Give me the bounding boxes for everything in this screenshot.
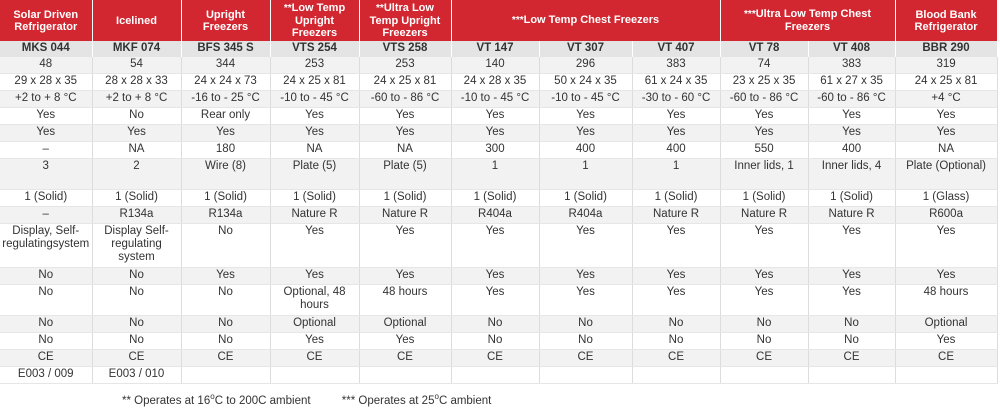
table-cell: 344	[181, 57, 270, 74]
table-cell: Nature R	[808, 207, 895, 224]
table-cell: 1	[539, 159, 632, 190]
table-row	[0, 350, 997, 367]
table-cell: -10 to - 45 °C	[539, 91, 632, 108]
category-label: Ultra Low Temp Upright Freezers	[369, 2, 441, 39]
table-cell: CE	[92, 350, 181, 367]
table-cell: CE	[632, 350, 720, 367]
table-cell: Yes	[451, 285, 539, 316]
table-cell: No	[720, 333, 808, 350]
table-row	[0, 333, 997, 350]
category-label: Ultra Low Temp Chest Freezers	[755, 8, 872, 33]
footnote-chest: *** Operates at 25$^o$C ambient	[341, 392, 492, 407]
table-cell: Yes	[895, 333, 997, 350]
table-cell: No	[808, 316, 895, 333]
table-cell: Yes	[539, 125, 632, 142]
table-cell: 400	[539, 142, 632, 159]
table-row	[0, 159, 997, 190]
table-cell: No	[0, 268, 92, 285]
category-star: **	[283, 3, 292, 14]
table-cell: 24 x 25 x 81	[359, 74, 451, 91]
table-cell: -16 to - 25 °C	[181, 91, 270, 108]
table-cell: Yes	[359, 268, 451, 285]
table-cell: 50 x 24 x 35	[539, 74, 632, 91]
table-cell: -10 to - 45 °C	[270, 91, 359, 108]
table-cell: Inner lids, 1	[720, 159, 808, 190]
table-cell: Display, Self-regulatingsystem	[0, 224, 92, 268]
table-cell: Yes	[895, 125, 997, 142]
table-cell: Yes	[270, 108, 359, 125]
category-star: ***	[511, 15, 524, 26]
table-cell: 400	[808, 142, 895, 159]
table-cell: Nature R	[270, 207, 359, 224]
table-cell: Yes	[539, 285, 632, 316]
table-cell: Yes	[359, 125, 451, 142]
model-name: VT 147	[451, 41, 539, 57]
category-header-row	[0, 0, 997, 41]
table-cell: 74	[720, 57, 808, 74]
table-cell	[359, 367, 451, 384]
table-cell: Yes	[451, 268, 539, 285]
table-cell: R404a	[539, 207, 632, 224]
model-name: MKF 074	[92, 41, 181, 57]
table-cell: 400	[632, 142, 720, 159]
table-cell: Yes	[0, 108, 92, 125]
table-cell: CE	[451, 350, 539, 367]
category-star: **	[376, 3, 384, 14]
table-row	[0, 74, 997, 91]
table-cell: Yes	[720, 108, 808, 125]
table-cell: 383	[632, 57, 720, 74]
table-cell: Yes	[632, 125, 720, 142]
table-cell: 24 x 24 x 73	[181, 74, 270, 91]
table-cell: Yes	[92, 125, 181, 142]
table-cell: Yes	[181, 125, 270, 142]
table-row	[0, 190, 997, 207]
table-cell: CE	[359, 350, 451, 367]
table-cell: 1	[632, 159, 720, 190]
table-row	[0, 367, 997, 384]
table-cell: No	[0, 285, 92, 316]
table-cell: -10 to - 45 °C	[451, 91, 539, 108]
table-cell: E003 / 009	[0, 367, 92, 384]
table-cell: Yes	[895, 268, 997, 285]
table-cell: R404a	[451, 207, 539, 224]
table-row	[0, 142, 997, 159]
table-cell: 28 x 28 x 33	[92, 74, 181, 91]
table-cell	[451, 367, 539, 384]
table-cell: Yes	[720, 268, 808, 285]
model-name: BFS 345 S	[181, 41, 270, 57]
table-cell: 24 x 28 x 35	[451, 74, 539, 91]
table-cell: 1 (Solid)	[270, 190, 359, 207]
category-label: Blood Bank Refrigerator	[914, 8, 978, 33]
category-header-1	[92, 0, 181, 41]
table-cell: 383	[808, 57, 895, 74]
footnote-low-temp: ** Operates at 16$^o$C to 200C ambient	[122, 392, 311, 407]
category-label: Solar Driven Refrigerator	[13, 8, 79, 33]
table-cell	[181, 367, 270, 384]
table-cell: Inner lids, 4	[808, 159, 895, 190]
table-cell: Yes	[539, 268, 632, 285]
table-cell: Plate (5)	[359, 159, 451, 190]
table-cell: Yes	[895, 224, 997, 268]
table-cell: Optional	[270, 316, 359, 333]
table-cell: CE	[895, 350, 997, 367]
table-cell: 29 x 28 x 35	[0, 74, 92, 91]
category-label: Low Temp Upright Freezers	[291, 2, 346, 39]
category-header-0	[0, 0, 92, 41]
table-cell: Optional, 48 hours	[270, 285, 359, 316]
table-cell	[895, 367, 997, 384]
table-cell: No	[181, 333, 270, 350]
table-cell: Plate (5)	[270, 159, 359, 190]
table-cell: Yes	[808, 285, 895, 316]
table-cell: No	[632, 333, 720, 350]
table-cell: +2 to + 8 °C	[92, 91, 181, 108]
table-cell: -60 to - 86 °C	[359, 91, 451, 108]
table-cell: +2 to + 8 °C	[0, 91, 92, 108]
table-cell: No	[181, 285, 270, 316]
table-cell: 1 (Solid)	[632, 190, 720, 207]
table-cell	[720, 367, 808, 384]
table-cell: Nature R	[720, 207, 808, 224]
table-cell: R134a	[181, 207, 270, 224]
table-cell: 24 x 25 x 81	[895, 74, 997, 91]
table-cell: No	[181, 316, 270, 333]
table-row	[0, 224, 997, 268]
table-row	[0, 57, 997, 74]
table-cell: 48	[0, 57, 92, 74]
table-cell: 1 (Solid)	[808, 190, 895, 207]
table-cell: –	[0, 142, 92, 159]
table-cell: 2	[92, 159, 181, 190]
table-cell: 3	[0, 159, 92, 190]
model-name: VT 78	[720, 41, 808, 57]
table-cell: Plate (Optional)	[895, 159, 997, 190]
category-header-3	[270, 0, 359, 41]
table-row	[0, 91, 997, 108]
category-header-7	[895, 0, 997, 41]
table-cell: 48 hours	[895, 285, 997, 316]
table-cell: Yes	[632, 285, 720, 316]
table-cell: CE	[539, 350, 632, 367]
table-cell: Yes	[720, 125, 808, 142]
table-cell: Yes	[632, 268, 720, 285]
category-label: Icelined	[116, 14, 157, 27]
category-header-6	[720, 0, 895, 41]
table-cell: Yes	[359, 333, 451, 350]
table-cell: +4 °C	[895, 91, 997, 108]
table-cell: No	[539, 333, 632, 350]
table-cell: 296	[539, 57, 632, 74]
table-cell: Yes	[632, 224, 720, 268]
table-cell: Nature R	[632, 207, 720, 224]
table-row	[0, 108, 997, 125]
table-cell: NA	[895, 142, 997, 159]
table-cell: Yes	[720, 285, 808, 316]
table-cell: No	[92, 268, 181, 285]
table-cell: No	[92, 316, 181, 333]
table-cell: 1 (Solid)	[92, 190, 181, 207]
category-header-4	[359, 0, 451, 41]
table-cell: Optional	[895, 316, 997, 333]
table-cell: -30 to - 60 °C	[632, 91, 720, 108]
table-cell: Yes	[270, 224, 359, 268]
table-cell: Yes	[808, 125, 895, 142]
table-cell: Yes	[451, 108, 539, 125]
table-cell: Yes	[808, 268, 895, 285]
table-cell: Yes	[632, 108, 720, 125]
table-cell: NA	[359, 142, 451, 159]
table-cell: Yes	[808, 224, 895, 268]
table-cell: 319	[895, 57, 997, 74]
table-row	[0, 316, 997, 333]
table-cell: No	[451, 333, 539, 350]
table-cell: 54	[92, 57, 181, 74]
table-cell: 1	[451, 159, 539, 190]
table-cell: 253	[270, 57, 359, 74]
category-label: Upright Freezers	[202, 8, 249, 33]
table-cell: Yes	[181, 268, 270, 285]
table-cell: E003 / 010	[92, 367, 181, 384]
table-cell	[632, 367, 720, 384]
table-cell: No	[720, 316, 808, 333]
table-cell: CE	[0, 350, 92, 367]
table-cell: No	[92, 285, 181, 316]
table-cell: 1 (Solid)	[181, 190, 270, 207]
category-header-2	[181, 0, 270, 41]
table-cell	[270, 367, 359, 384]
table-cell: CE	[720, 350, 808, 367]
table-cell: Yes	[270, 125, 359, 142]
table-cell: No	[0, 316, 92, 333]
table-cell: 1 (Solid)	[0, 190, 92, 207]
table-cell: 1 (Solid)	[720, 190, 808, 207]
table-cell: Display Self-regulating system	[92, 224, 181, 268]
table-cell: 61 x 27 x 35	[808, 74, 895, 91]
table-cell: No	[451, 316, 539, 333]
table-cell: 1 (Solid)	[451, 190, 539, 207]
table-cell: CE	[270, 350, 359, 367]
table-cell: Yes	[451, 125, 539, 142]
table-cell: Rear only	[181, 108, 270, 125]
table-cell: CE	[808, 350, 895, 367]
table-cell: Yes	[895, 108, 997, 125]
table-cell: NA	[270, 142, 359, 159]
table-row	[0, 268, 997, 285]
table-cell: CE	[181, 350, 270, 367]
table-cell: Yes	[808, 108, 895, 125]
spec-rows	[0, 57, 997, 384]
table-cell: Yes	[451, 224, 539, 268]
model-name: MKS 044	[0, 41, 92, 57]
table-cell: Yes	[539, 108, 632, 125]
table-cell: 140	[451, 57, 539, 74]
table-cell: No	[92, 333, 181, 350]
table-row	[0, 125, 997, 142]
model-name: VTS 254	[270, 41, 359, 57]
table-cell: Yes	[359, 108, 451, 125]
table-cell	[808, 367, 895, 384]
table-cell	[539, 367, 632, 384]
table-cell: Optional	[359, 316, 451, 333]
table-row	[0, 285, 997, 316]
footnotes	[122, 392, 519, 407]
table-cell: Nature R	[359, 207, 451, 224]
table-cell: No	[181, 224, 270, 268]
table-cell: No	[808, 333, 895, 350]
table-cell: 1 (Solid)	[359, 190, 451, 207]
table-cell: Yes	[0, 125, 92, 142]
model-name: VT 307	[539, 41, 632, 57]
category-star: ***	[744, 9, 756, 20]
table-row	[0, 207, 997, 224]
table-cell: R134a	[92, 207, 181, 224]
table-cell: -60 to - 86 °C	[720, 91, 808, 108]
table-cell: Yes	[359, 224, 451, 268]
model-name: VTS 258	[359, 41, 451, 57]
category-label: Low Temp Chest Freezers	[523, 14, 660, 26]
table-cell: 23 x 25 x 35	[720, 74, 808, 91]
model-row	[0, 41, 997, 57]
table-cell: No	[632, 316, 720, 333]
table-cell: 300	[451, 142, 539, 159]
table-cell: 1 (Glass)	[895, 190, 997, 207]
table-cell: 24 x 25 x 81	[270, 74, 359, 91]
model-name: BBR 290	[895, 41, 997, 57]
table-cell: No	[539, 316, 632, 333]
table-cell: –	[0, 207, 92, 224]
table-cell: Yes	[270, 268, 359, 285]
table-cell: 253	[359, 57, 451, 74]
table-cell: 48 hours	[359, 285, 451, 316]
table-cell: 1 (Solid)	[539, 190, 632, 207]
table-cell: No	[0, 333, 92, 350]
table-cell: 61 x 24 x 35	[632, 74, 720, 91]
table-cell: R600a	[895, 207, 997, 224]
category-header-5	[451, 0, 720, 41]
table-cell: 180	[181, 142, 270, 159]
table-cell: Yes	[539, 224, 632, 268]
table-cell: Yes	[720, 224, 808, 268]
table-cell: -60 to - 86 °C	[808, 91, 895, 108]
model-name: VT 408	[808, 41, 895, 57]
model-name: VT 407	[632, 41, 720, 57]
table-cell: Yes	[270, 333, 359, 350]
table-cell: Wire (8)	[181, 159, 270, 190]
table-cell: No	[92, 108, 181, 125]
table-cell: NA	[92, 142, 181, 159]
table-cell: 550	[720, 142, 808, 159]
